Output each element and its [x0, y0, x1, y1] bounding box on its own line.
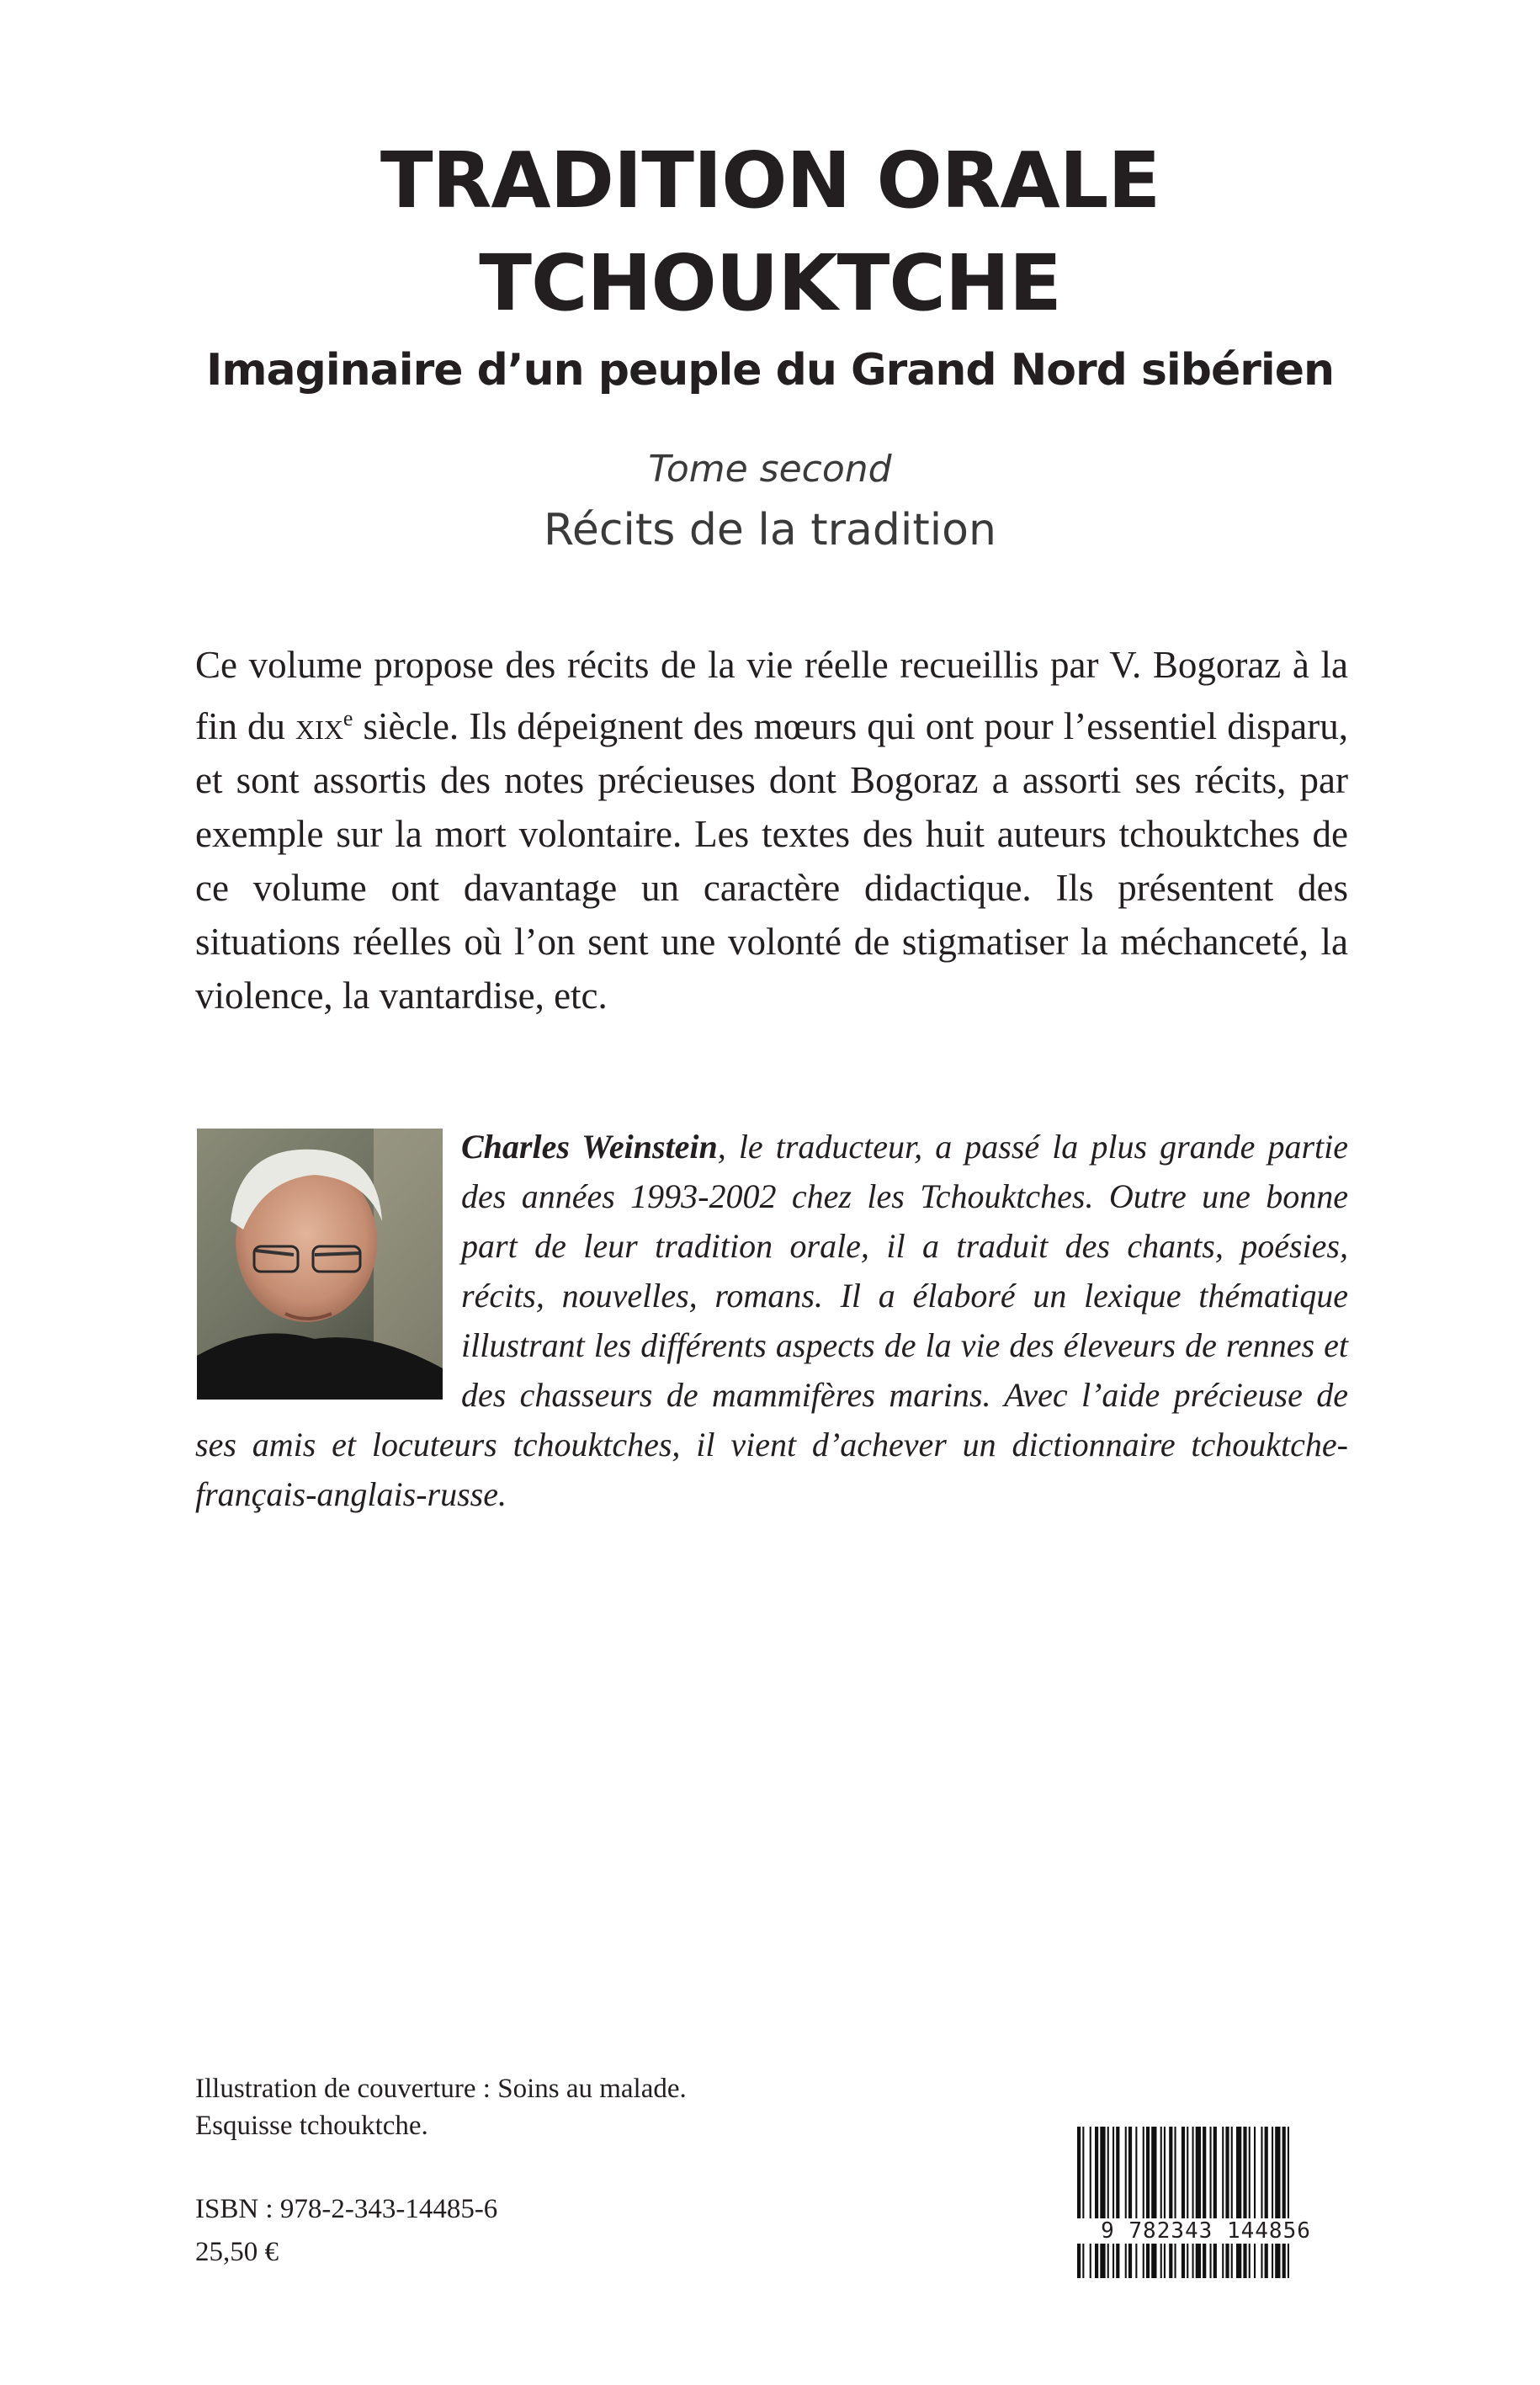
barcode-bar [1113, 2127, 1114, 2278]
barcode [1067, 2122, 1345, 2311]
summary-text-part2: siècle. Ils dépeignent des mœurs qui ont pour l’essentiel disparu, et sont assortis des notes précieuses dont Bogoraz a assorti ses récits, par exemple sur la mort volontaire. Les textes des huit auteurs tchouktches de ce volume ont davantage un caractère didactique. Ils présentent des situations réelles où l’on sent une volonté de stigmatiser la méchanceté, la violence, la vantardise, etc. [195, 705, 1348, 1017]
illustration-credit-line-2: Esquisse tchouktche. [195, 2111, 428, 2141]
barcode-bar [1077, 2127, 1081, 2278]
barcode-bar [1128, 2127, 1132, 2278]
barcode-bar [1243, 2127, 1246, 2278]
barcode-bar [1288, 2127, 1289, 2278]
barcode-bar [1282, 2127, 1286, 2278]
barcode-bar [1203, 2127, 1206, 2278]
barcode-bar [1210, 2127, 1212, 2278]
barcode-bar [1182, 2127, 1185, 2278]
barcode-bar [1143, 2127, 1144, 2278]
barcode-bar [1249, 2127, 1251, 2278]
summary-century-sup: e [343, 706, 353, 730]
author-bio [195, 1122, 1348, 1519]
tome-title: Récits de la tradition [544, 505, 996, 555]
barcode-bar [1261, 2127, 1262, 2278]
barcode-bar [1192, 2127, 1194, 2278]
barcode-bar [1187, 2127, 1188, 2278]
barcode-digits: 9 782343 144856 [1067, 2218, 1345, 2244]
barcode-bar [1222, 2127, 1224, 2278]
barcode-bar [1265, 2127, 1268, 2278]
barcode-bar [1082, 2127, 1084, 2278]
barcode-bar [1225, 2127, 1229, 2278]
summary-century: xix [295, 705, 343, 747]
barcode-bar [1090, 2127, 1091, 2278]
barcode-bar [1213, 2127, 1217, 2278]
tome-label: Tome second [648, 448, 892, 491]
illustration-credit-line-1: Illustration de couverture : Soins au malade. [195, 2074, 687, 2104]
barcode-bar [1107, 2127, 1109, 2278]
title-line-1: TRADITION ORALE [380, 135, 1160, 226]
barcode-bar [1231, 2127, 1233, 2278]
author-name: Charles Weinstein [461, 1128, 718, 1166]
price: 25,50 € [195, 2237, 279, 2267]
title-line-2: TCHOUKTCHE [479, 238, 1061, 328]
author-bio-text: , le traducteur, a passé la plus grande partie des années 1993-2002 chez les Tchouktches. Outre une bonne part de leur tradition orale, il a traduit des chants, poésies, récits, nouvelles, romans. Il a élaboré un lexique thématique illustrant les différents aspects de la vie des éleveurs de rennes et des chasseurs de mammifères marins. Avec l’aide précieuse de ses amis et locuteurs tchouktches, il vient d’achever un dictionnaire tchouktche-français-anglais-russe. [195, 1128, 1348, 1513]
barcode-bar [1160, 2127, 1162, 2278]
barcode-bar [1146, 2127, 1150, 2278]
barcode-bar [1135, 2127, 1137, 2278]
barcode-bar [1169, 2127, 1172, 2278]
subtitle: Imaginaire d’un peuple du Grand Nord sibérien [205, 345, 1334, 396]
barcode-bar [1151, 2127, 1156, 2278]
barcode-bar [1196, 2127, 1201, 2278]
barcode-bar [1095, 2127, 1098, 2278]
barcode-bar [1164, 2127, 1166, 2278]
barcode-bar [1125, 2127, 1127, 2278]
barcode-bar [1254, 2127, 1256, 2278]
barcode-bar [1272, 2127, 1273, 2278]
barcode-bar [1175, 2127, 1176, 2278]
summary-paragraph [195, 638, 1348, 1023]
barcode-bar [1100, 2127, 1105, 2278]
summary-text-part1: Ce volume propose des récits de la vie réelle recueillis par V. Bogoraz à la fin du [195, 644, 1348, 747]
isbn: ISBN : 978-2-343-14485-6 [195, 2194, 498, 2224]
barcode-bar [1116, 2127, 1119, 2278]
barcode-bar [1236, 2127, 1241, 2278]
barcode-bar [1275, 2127, 1280, 2278]
